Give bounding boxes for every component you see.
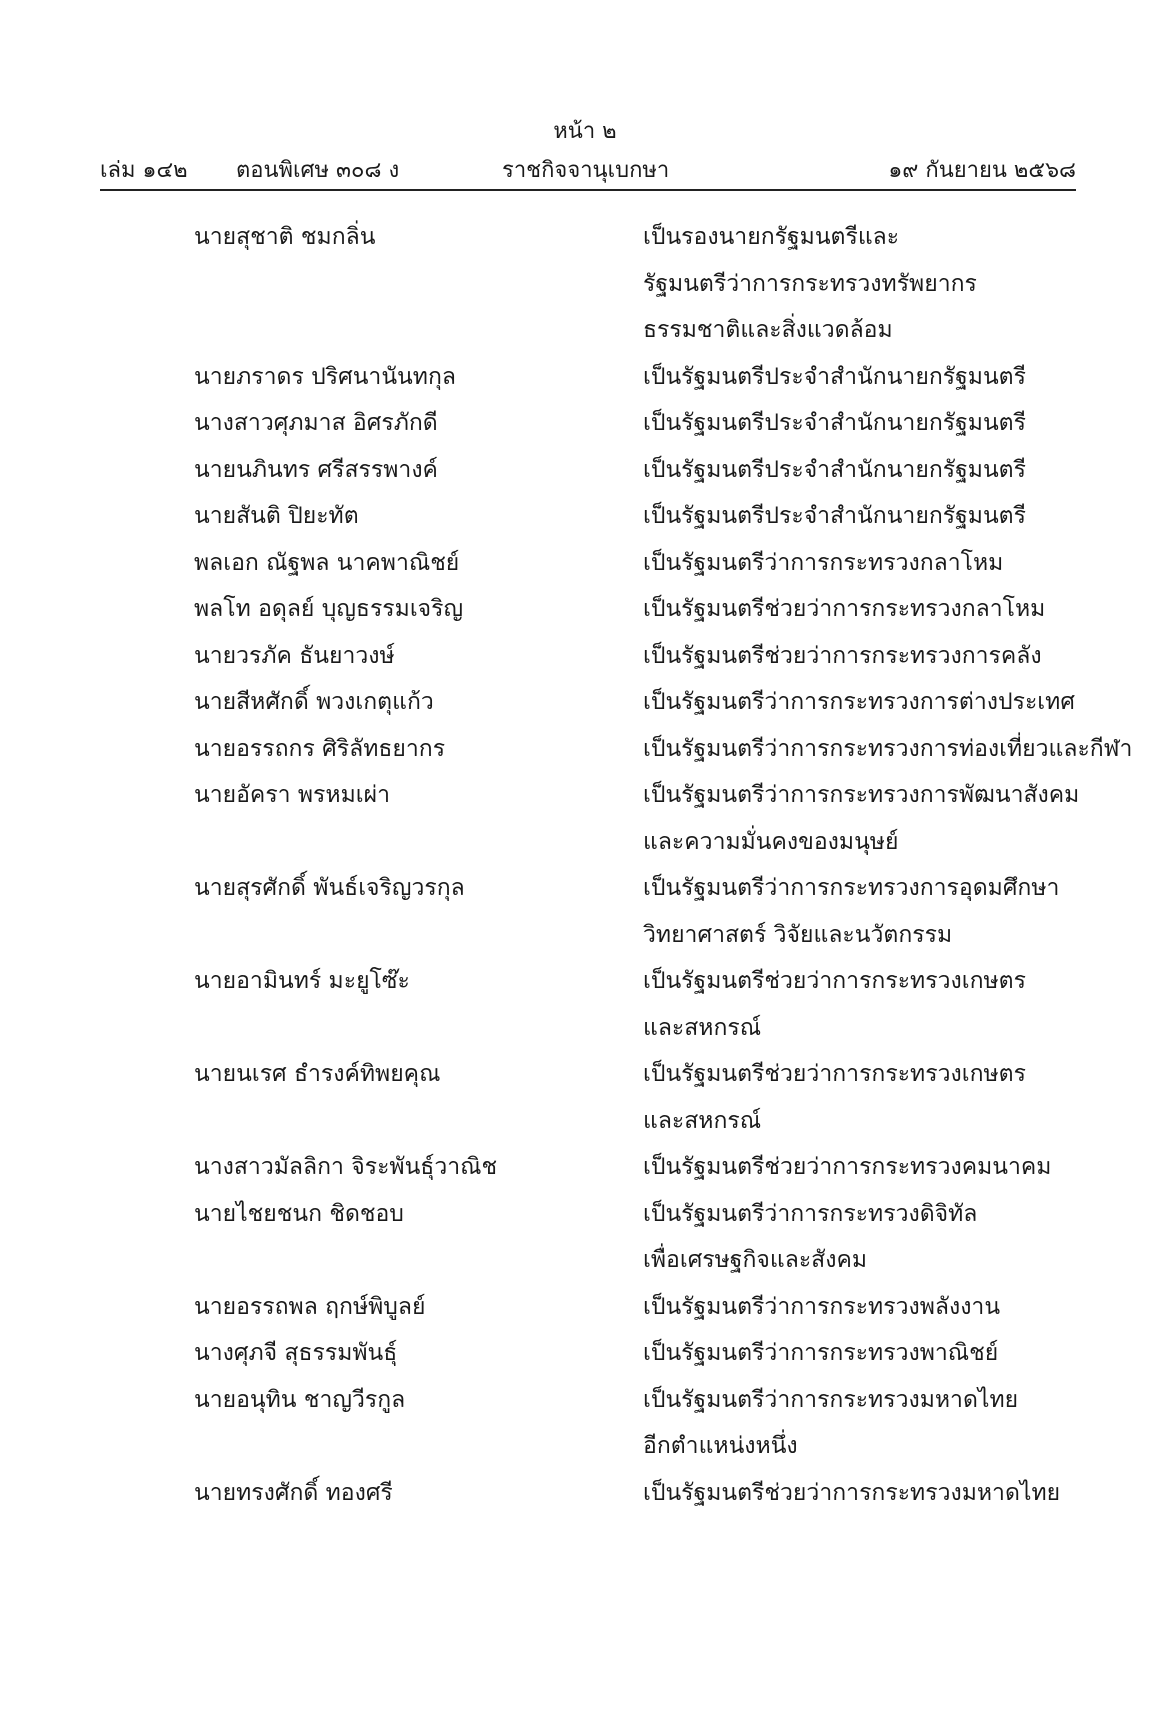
position-line: เป็นรัฐมนตรีประจำสำนักนายกรัฐมนตรี xyxy=(643,410,1026,436)
position-line: เป็นรัฐมนตรีว่าการกระทรวงมหาดไทย xyxy=(643,1386,1019,1413)
appointed-position xyxy=(643,1470,1088,1517)
appointment-entry xyxy=(0,633,1170,680)
position-line: เป็นรัฐมนตรีว่าการกระทรวงพลังงาน xyxy=(643,1293,1001,1320)
appointed-position xyxy=(643,633,1088,680)
appointee-name: นายสีหศักดิ์ พวงเกตุแก้ว xyxy=(194,689,434,715)
position-line: เป็นรัฐมนตรีว่าการกระทรวงการอุดมศึกษา xyxy=(643,875,1060,901)
publication-date: ๑๙ กันยายน ๒๕๖๘ xyxy=(888,158,1076,183)
appointee-name: นายนภินทร ศรีสรรพางค์ xyxy=(194,456,438,483)
position-line: เป็นรัฐมนตรีว่าการกระทรวงดิจิทัล xyxy=(643,1200,978,1227)
gazette-title: ราชกิจจานุเบกษา xyxy=(502,158,670,183)
position-line: เป็นรัฐมนตรีประจำสำนักนายกรัฐมนตรี xyxy=(643,363,1026,390)
appointment-entry xyxy=(0,679,1170,726)
appointee-name: นายสุรศักดิ์ พันธ์เจริญวรกุล xyxy=(194,875,465,901)
appointed-position xyxy=(643,586,1088,633)
appointed-position xyxy=(643,354,1088,401)
position-line: และความมั่นคงของมนุษย์ xyxy=(643,828,899,855)
position-line: เป็นรัฐมนตรีช่วยว่าการกระทรวงเกษตร xyxy=(643,1061,1026,1087)
position-line: เป็นรัฐมนตรีช่วยว่าการกระทรวงกลาโหม xyxy=(643,596,1046,622)
appointee-name: นายวรภัค ธันยาวงษ์ xyxy=(194,642,395,669)
appointee-name: นางสาวมัลลิกา จิระพันธุ์วาณิช xyxy=(194,1154,498,1180)
position-line: และสหกรณ์ xyxy=(643,1014,762,1041)
appointed-position xyxy=(643,540,1088,587)
header-divider xyxy=(100,189,1076,191)
page-number: หน้า ๒ xyxy=(553,119,617,144)
position-line: ธรรมชาติและสิ่งแวดล้อม xyxy=(643,317,893,343)
appointee-name: นายทรงศักดิ์ ทองศรี xyxy=(194,1479,393,1506)
appointed-position xyxy=(643,1284,1088,1331)
appointee-name: นายอนุทิน ชาญวีรกูล xyxy=(194,1386,406,1413)
appointed-position xyxy=(643,493,1088,540)
appointee-name: พลเอก ณัฐพล นาคพาณิชย์ xyxy=(194,549,460,576)
appointment-entry xyxy=(0,540,1170,587)
appointee-name: นายไชยชนก ชิดชอบ xyxy=(194,1200,404,1227)
position-line: เพื่อเศรษฐกิจและสังคม xyxy=(643,1247,867,1273)
position-line: เป็นรัฐมนตรีประจำสำนักนายกรัฐมนตรี xyxy=(643,456,1026,483)
appointment-entry xyxy=(0,400,1170,447)
appointed-position xyxy=(643,958,1088,1051)
appointment-entry xyxy=(0,214,1170,354)
position-line: เป็นรัฐมนตรีว่าการกระทรวงพาณิชย์ xyxy=(643,1340,999,1366)
appointed-position xyxy=(643,447,1088,494)
position-line: เป็นรัฐมนตรีว่าการกระทรวงการต่างประเทศ xyxy=(643,689,1075,715)
appointed-position xyxy=(643,772,1088,865)
appointment-entry xyxy=(0,447,1170,494)
appointee-name: นายอัครา พรหมเผ่า xyxy=(194,782,390,808)
appointed-position xyxy=(643,1330,1088,1377)
issue-number: ตอนพิเศษ ๓๐๘ ง xyxy=(236,158,400,183)
appointee-name: นายอรรถพล ฤกษ์พิบูลย์ xyxy=(194,1293,426,1320)
appointed-position xyxy=(643,679,1088,726)
appointee-name: นายนเรศ ธำรงค์ทิพยคุณ xyxy=(194,1061,441,1087)
position-line: อีกตำแหน่งหนึ่ง xyxy=(643,1433,798,1459)
position-line: เป็นรัฐมนตรีว่าการกระทรวงการพัฒนาสังคม xyxy=(643,782,1080,808)
appointment-entry xyxy=(0,865,1170,958)
appointee-name: นายภราดร ปริศนานันทกุล xyxy=(194,363,456,390)
appointee-name: พลโท อดุลย์ บุญธรรมเจริญ xyxy=(194,596,464,622)
appointed-position xyxy=(643,214,1088,354)
appointment-entry xyxy=(0,958,1170,1051)
appointee-name: นายสันติ ปิยะทัต xyxy=(194,503,359,529)
position-line: เป็นรัฐมนตรีช่วยว่าการกระทรวงการคลัง xyxy=(643,642,1042,669)
position-line: เป็นรองนายกรัฐมนตรีและ xyxy=(643,224,900,250)
appointed-position xyxy=(643,1051,1088,1144)
appointment-entry xyxy=(0,1051,1170,1144)
appointee-name: นายอรรถกร ศิริลัทธยากร xyxy=(194,735,446,762)
appointee-name: นางสาวศุภมาส อิศรภักดี xyxy=(194,410,438,436)
appointed-position xyxy=(643,1191,1088,1284)
gazette-header xyxy=(100,154,1076,188)
position-line: เป็นรัฐมนตรีช่วยว่าการกระทรวงคมนาคม xyxy=(643,1154,1052,1180)
appointee-name: นายสุชาติ ชมกลิ่น xyxy=(194,224,376,250)
appointment-entry xyxy=(0,1191,1170,1284)
appointment-entry xyxy=(0,586,1170,633)
appointed-position xyxy=(643,726,1133,773)
appointed-position xyxy=(643,1377,1088,1470)
appointment-entry xyxy=(0,493,1170,540)
appointment-entry xyxy=(0,1144,1170,1191)
appointment-list xyxy=(0,214,1170,1516)
appointment-entry xyxy=(0,354,1170,401)
position-line: เป็นรัฐมนตรีช่วยว่าการกระทรวงเกษตร xyxy=(643,968,1026,994)
position-line: วิทยาศาสตร์ วิจัยและนวัตกรรม xyxy=(643,921,953,948)
volume-number: เล่ม ๑๔๒ xyxy=(100,158,188,183)
appointment-entry xyxy=(0,1377,1170,1470)
appointed-position xyxy=(643,1144,1088,1191)
position-line: และสหกรณ์ xyxy=(643,1107,762,1134)
appointed-position xyxy=(643,865,1088,958)
appointment-entry xyxy=(0,1330,1170,1377)
position-line: เป็นรัฐมนตรีช่วยว่าการกระทรวงมหาดไทย xyxy=(643,1479,1061,1506)
position-line: เป็นรัฐมนตรีว่าการกระทรวงกลาโหม xyxy=(643,549,1004,576)
position-line: เป็นรัฐมนตรีประจำสำนักนายกรัฐมนตรี xyxy=(643,503,1026,529)
appointment-entry xyxy=(0,772,1170,865)
appointee-name: นายอามินทร์ มะยูโซ๊ะ xyxy=(194,968,410,994)
appointed-position xyxy=(643,400,1088,447)
position-line: รัฐมนตรีว่าการกระทรวงทรัพยากร xyxy=(643,270,977,297)
appointment-entry xyxy=(0,1470,1170,1517)
appointee-name: นางศุภจี สุธรรมพันธุ์ xyxy=(194,1340,398,1366)
appointment-entry xyxy=(0,726,1170,773)
position-line: เป็นรัฐมนตรีว่าการกระทรวงการท่องเที่ยวและกีฬา xyxy=(643,735,1133,762)
appointment-entry xyxy=(0,1284,1170,1331)
